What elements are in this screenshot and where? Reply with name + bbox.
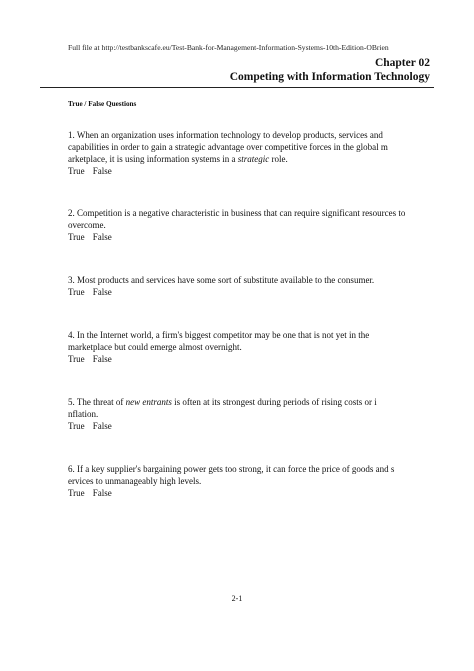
- answer-options: [68, 420, 440, 432]
- option-false: False: [92, 488, 112, 498]
- question-text-line: 2. Competition is a negative characteristic in business that can require significant resources to: [68, 208, 406, 218]
- option-false: False: [92, 232, 112, 242]
- question-2: [68, 207, 440, 243]
- chapter-number: Chapter 02: [374, 57, 430, 69]
- answer-options: [68, 231, 440, 243]
- emphasized-term: new entrants: [125, 397, 172, 407]
- option-true: True: [68, 166, 85, 176]
- header-divider: [40, 87, 434, 88]
- question-text-segment: arketplace, it is using information systems in a: [68, 154, 238, 164]
- question-4: [68, 329, 440, 365]
- question-text-line: 3. Most products and services have some sort of substitute available to the consumer.: [68, 275, 375, 285]
- question-text-line: 6. If a key supplier's bargaining power gets too strong, it can force the price of goods and s: [68, 464, 395, 474]
- question-text-line: 1. When an organization uses information technology to develop products, services and: [68, 130, 383, 140]
- question-6: [68, 463, 440, 499]
- emphasized-term: strategic: [237, 154, 270, 164]
- question-text-line: [68, 153, 440, 165]
- question-text-segment: 5. The threat of: [68, 397, 126, 407]
- question-3: [68, 274, 440, 298]
- option-true: True: [68, 232, 85, 242]
- option-false: False: [92, 166, 112, 176]
- question-text-line: [68, 396, 440, 408]
- question-text-line: capabilities in order to gain a strategic advantage over competitive forces in the global m: [68, 142, 388, 152]
- chapter-title: Competing with Information Technology: [229, 71, 430, 83]
- page-number: 2-1: [231, 594, 243, 603]
- answer-options: [68, 487, 440, 499]
- question-text-segment: is often at its strongest during periods of rising costs or i: [171, 397, 377, 407]
- section-heading: True / False Questions: [68, 100, 137, 108]
- question-text-line: 4. In the Internet world, a firm's biggest competitor may be one that is not yet in the: [68, 330, 370, 340]
- question-text-segment: role.: [269, 154, 288, 164]
- option-false: False: [92, 354, 112, 364]
- option-true: True: [68, 354, 85, 364]
- option-true: True: [68, 287, 85, 297]
- question-text-line: nflation.: [68, 409, 99, 419]
- option-true: True: [68, 421, 85, 431]
- question-1: [68, 129, 440, 177]
- option-false: False: [92, 287, 112, 297]
- question-text-line: overcome.: [68, 220, 106, 230]
- option-false: False: [92, 421, 112, 431]
- source-url-line: Full file at http://testbankscafe.eu/Test-Bank-for-Management-Information-Systems-10th-Edition-OBrien: [68, 43, 389, 52]
- answer-options: [68, 165, 440, 177]
- question-text-line: ervices to unmanageably high levels.: [68, 476, 202, 486]
- option-true: True: [68, 488, 85, 498]
- answer-options: [68, 286, 440, 298]
- question-5: [68, 396, 440, 432]
- question-text-line: marketplace but could emerge almost overnight.: [68, 342, 242, 352]
- answer-options: [68, 353, 440, 365]
